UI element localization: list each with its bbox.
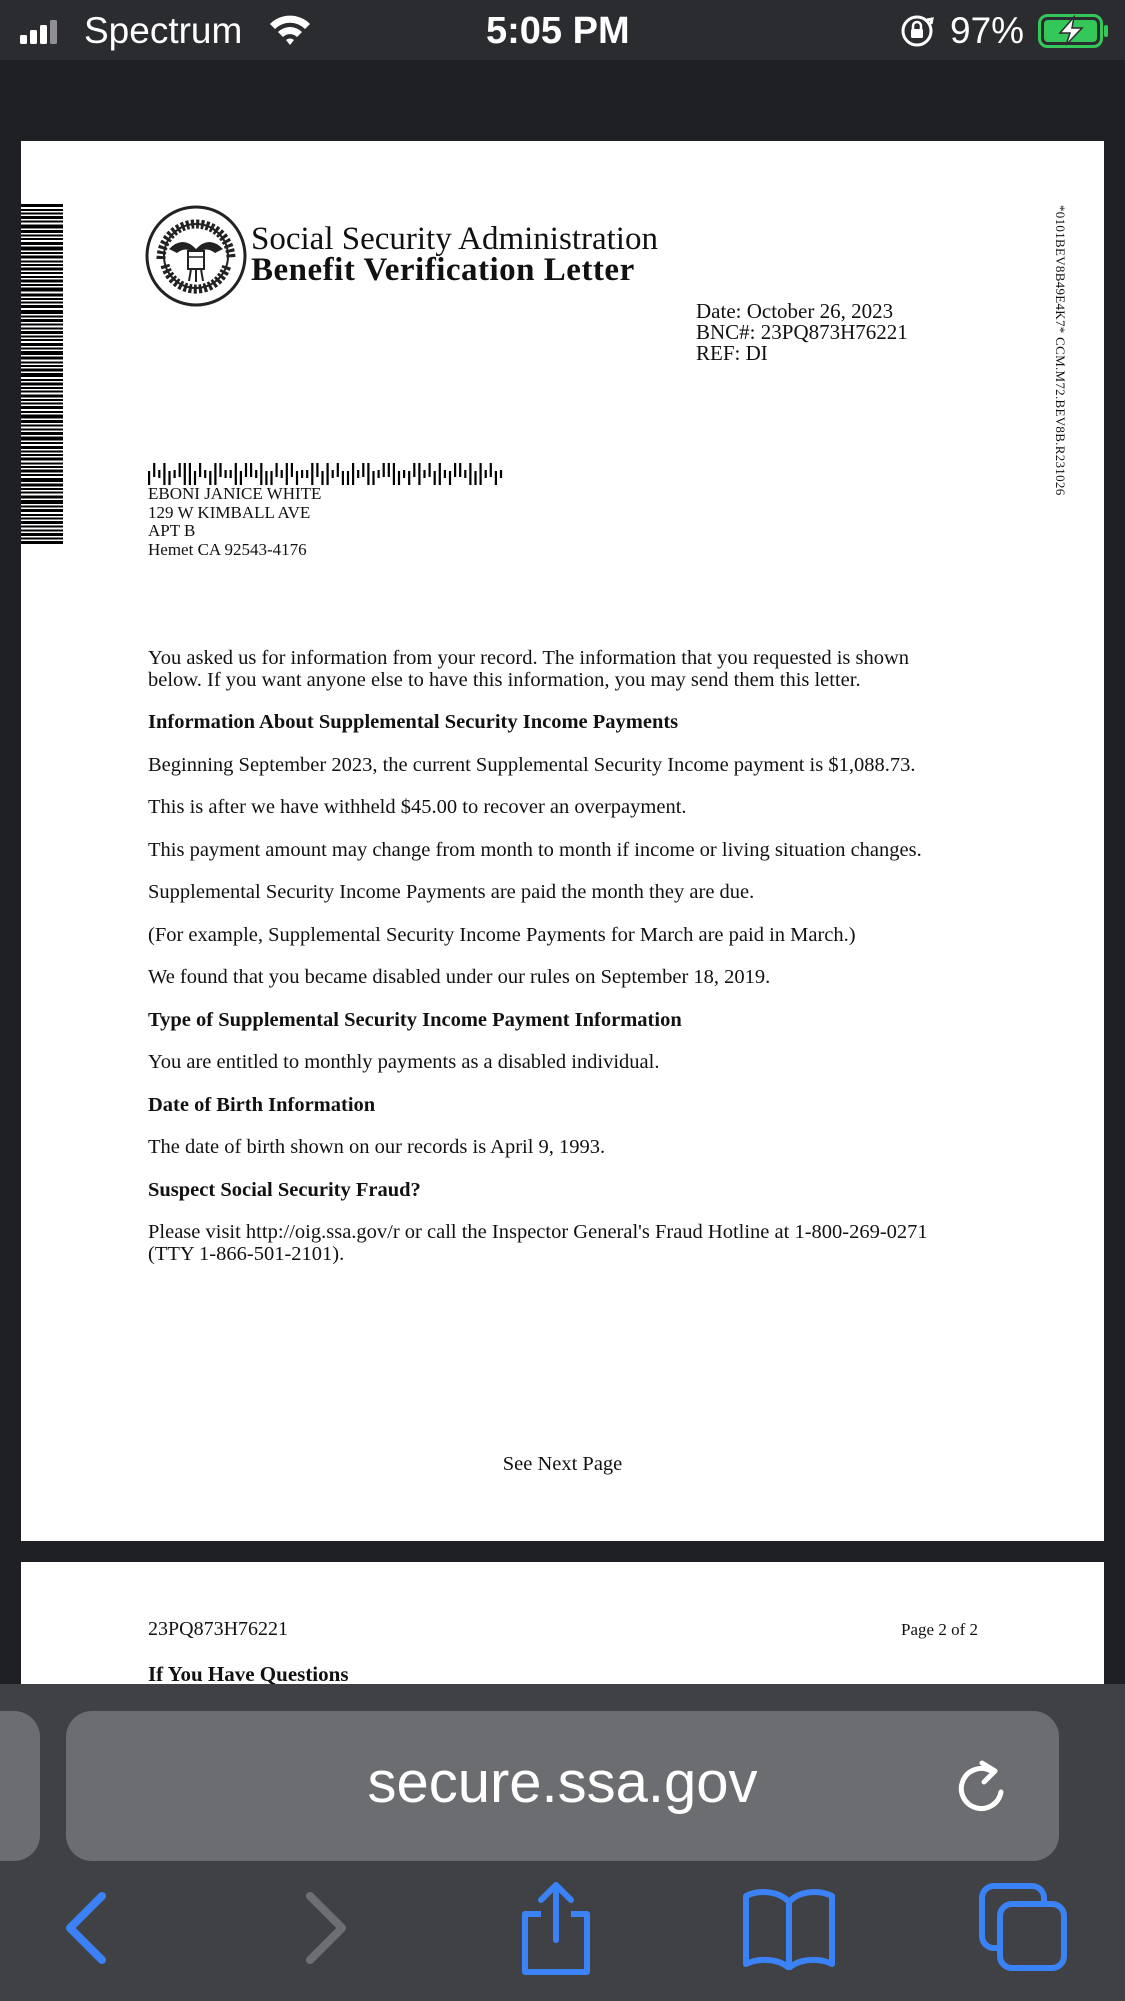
agency-name: Social Security Administration <box>251 221 658 257</box>
letter-page-2 <box>21 1562 1104 1684</box>
previous-tab-peek[interactable] <box>0 1711 40 1861</box>
status-bar <box>0 0 1125 60</box>
address-line: EBONI JANICE WHITE <box>148 484 322 503</box>
example-paragraph: (For example, Supplemental Security Income Payments for March are paid in March.) <box>148 923 856 946</box>
vertical-tracking-code: *0101BEV8B49E4K7* CCM.M72.BEV8B.R231026 <box>1053 205 1068 496</box>
payment-amount-paragraph: Beginning September 2023, the current Supplemental Security Income payment is $1,088.73. <box>148 753 916 776</box>
forward-icon[interactable] <box>300 1890 352 1966</box>
page-number: Page 2 of 2 <box>901 1620 978 1639</box>
postal-barcode <box>148 463 506 485</box>
url-text[interactable]: secure.ssa.gov <box>367 1750 758 1815</box>
intro-paragraph: You asked us for information from your record. The information that you requested is shown below. If you want anyone else to have this information, you may send them this letter. <box>148 647 910 691</box>
dob-paragraph: The date of birth shown on our records is April 9, 1993. <box>148 1136 606 1158</box>
tabs-icon[interactable] <box>978 1882 1068 1972</box>
address-line: Hemet CA 92543-4176 <box>148 539 307 559</box>
letter-date: Date: October 26, 2023 <box>696 299 894 323</box>
ssi-heading: Information About Supplemental Security Income Payments <box>148 711 679 733</box>
reload-icon[interactable] <box>953 1758 1015 1820</box>
letter-ref: REF: DI <box>696 341 768 365</box>
may-change-paragraph: This payment amount may change from month to month if income or living situation changes. <box>148 838 922 861</box>
see-next-page: See Next Page <box>502 1453 623 1475</box>
letter-meta <box>696 301 908 364</box>
side-barcode <box>21 204 63 544</box>
fraud-heading: Suspect Social Security Fraud? <box>148 1178 421 1201</box>
address-line: APT B <box>148 521 196 540</box>
letter-bnc: BNC#: 23PQ873H76221 <box>696 320 908 344</box>
payment-type-heading: Type of Supplemental Security Income Payment Information <box>148 1008 682 1031</box>
disabled-date-paragraph: We found that you became disabled under our rules on September 18, 2019. <box>148 966 771 988</box>
back-icon[interactable] <box>60 1890 112 1966</box>
questions-heading: If You Have Questions <box>148 1662 349 1684</box>
payment-type-paragraph: You are entitled to monthly payments as a disabled individual. <box>148 1051 660 1073</box>
ssa-seal-logo <box>145 205 247 307</box>
page2-bnc: 23PQ873H76221 <box>148 1618 289 1640</box>
bookmarks-icon[interactable] <box>742 1884 836 1970</box>
dob-heading: Date of Birth Information <box>148 1093 376 1116</box>
signal-icon <box>20 20 60 44</box>
recipient-address <box>148 485 321 559</box>
withheld-paragraph: This is after we have withheld $45.00 to recover an overpayment. <box>148 796 687 818</box>
orientation-lock-icon <box>900 14 934 48</box>
address-line: 129 W KIMBALL AVE <box>148 502 311 522</box>
battery-percent: 97% <box>950 10 1025 51</box>
letter-page-1 <box>21 141 1104 1541</box>
address-bar[interactable] <box>66 1711 1059 1861</box>
browser-bottom-bar <box>0 1684 1125 2001</box>
letter-body <box>148 648 968 1286</box>
carrier-name: Spectrum <box>84 10 243 51</box>
paid-month-paragraph: Supplemental Security Income Payments are paid the month they are due. <box>148 881 755 903</box>
battery-charging-icon <box>1038 14 1110 48</box>
fraud-paragraph: Please visit http://oig.ssa.gov/r or call the Inspector General's Fraud Hotline at 1-800-269-0271 (TTY 1-866-501-2101). <box>148 1221 928 1265</box>
document-viewer[interactable] <box>0 60 1125 1684</box>
share-icon[interactable] <box>515 1880 597 1978</box>
letter-title: Benefit Verification Letter <box>251 252 635 288</box>
wifi-icon <box>268 12 312 48</box>
clock: 5:05 PM <box>486 10 630 52</box>
